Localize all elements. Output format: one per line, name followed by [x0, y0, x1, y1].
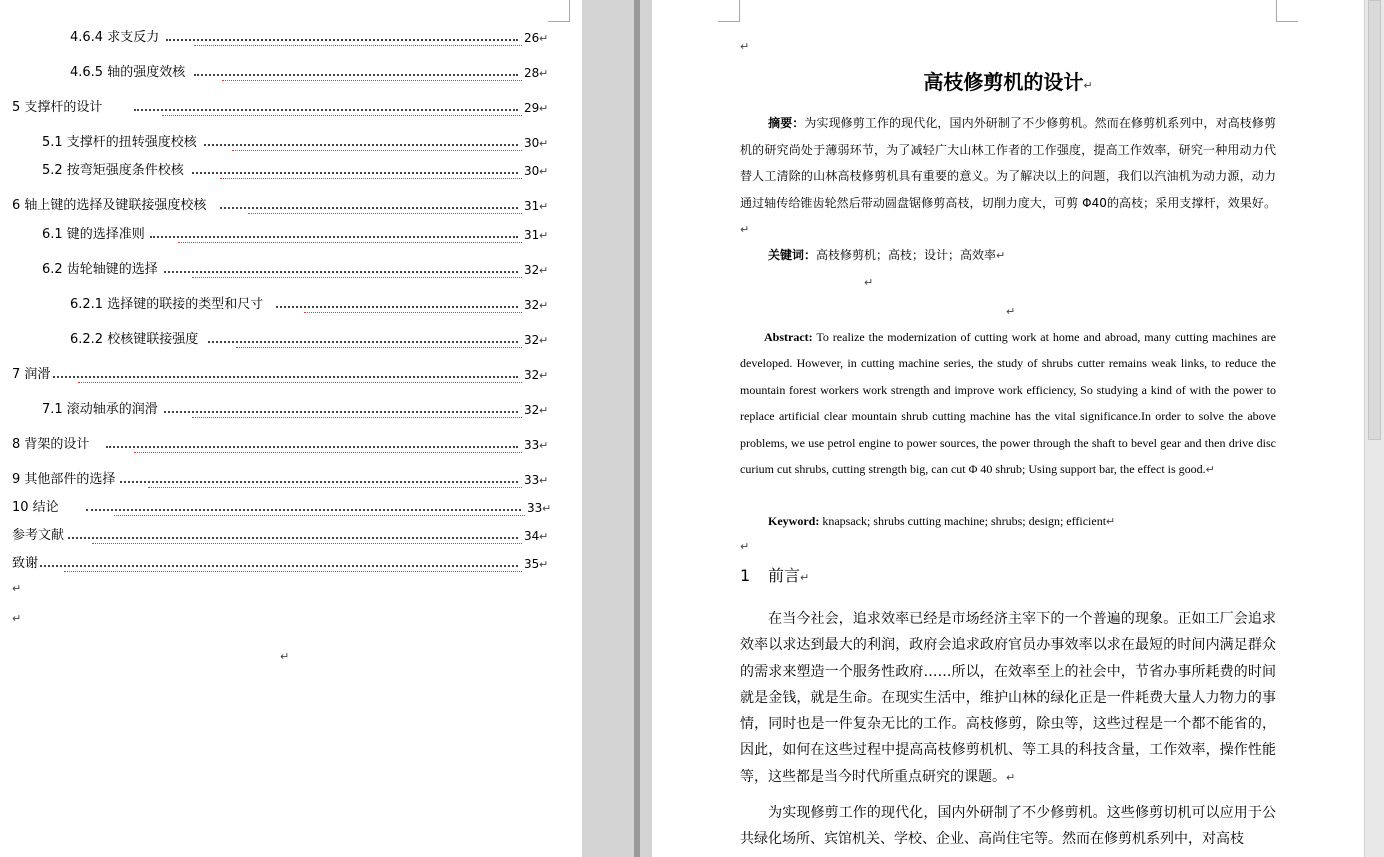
toc-entry[interactable] — [70, 330, 560, 350]
toc-leader-dots — [134, 109, 518, 111]
toc-entry-label: 8 背架的设计 — [12, 435, 91, 455]
page-corner-mark — [1276, 0, 1298, 22]
toc-page-number: 31 — [524, 228, 540, 242]
toc-page-number: 33 — [524, 438, 540, 452]
toc-entry-label: 7 润滑 — [12, 365, 52, 385]
toc-leader-dots — [204, 144, 518, 146]
abstract-cn-label: 摘要： — [768, 116, 805, 130]
keywords-cn[interactable]: 关键词：高枝修剪机；高枝；设计；高效率↵ — [768, 248, 1006, 262]
document-title[interactable]: 高枝修剪机的设计↵ — [923, 70, 1093, 94]
keywords-cn-text: 高枝修剪机；高枝；设计；高效率 — [816, 248, 997, 262]
toc-entry[interactable] — [12, 498, 560, 518]
section-title: 前言 — [768, 566, 801, 585]
toc-page-number: 35 — [524, 557, 540, 571]
toc-leader-dots — [36, 565, 518, 567]
paragraph-mark: ↵ — [12, 582, 22, 595]
paragraph-mark: ↵ — [539, 200, 549, 213]
toc-leader-dots — [220, 207, 518, 209]
toc-page-number: 32 — [524, 263, 540, 277]
toc-page-number: 34 — [524, 529, 540, 543]
toc-leader-dots — [276, 306, 518, 308]
toc-entry[interactable] — [42, 133, 560, 153]
toc-entry[interactable] — [70, 295, 560, 315]
page-corner-mark — [718, 0, 740, 22]
toc-entry[interactable] — [42, 225, 560, 245]
paragraph-mark: ↵ — [539, 264, 549, 277]
spellcheck-underline — [92, 541, 522, 544]
toc-page-number: 30 — [524, 136, 540, 150]
vertical-scrollbar[interactable] — [1364, 0, 1384, 857]
toc-entry-label: 6.1 键的选择准则 — [42, 225, 147, 245]
toc-leader-dots — [192, 172, 518, 174]
paragraph-mark: ↵ — [539, 369, 549, 382]
body-paragraph-text: 为实现修剪工作的现代化，国内外研制了不少修剪机。这些修剪切机可以应用于公共绿化场所、宾馆机关、学校、企业、高尚住宅等。然而在修剪机系列中，对高枝 — [740, 805, 1276, 848]
paragraph-mark: ↵ — [539, 558, 549, 571]
toc-leader-dots — [194, 74, 518, 76]
paragraph-mark: ↵ — [740, 540, 750, 553]
paragraph-mark: ↵ — [539, 474, 549, 487]
spellcheck-underline — [192, 275, 522, 278]
abstract-cn-text: 为实现修剪工作的现代化，国内外研制了不少修剪机。然而在修剪机系列中，对高枝修剪机的研究尚处于薄弱环节，为了减轻广大山林工作者的工作强度，提高工作效率，研究一种用动力代替人工清除的山林高枝修剪机具有重要的意义。为了解决以上的问题，我们以汽油机为动力源，动力通过轴传给锥齿轮然后带动圆盘锯修剪高枝，切削力度大，可剪 Φ40的高枝；采用支撑杆，效果好。 — [740, 116, 1276, 210]
toc-entry-label: 4.6.4 求支反力 — [70, 28, 161, 48]
toc-entry-label: 7.1 滚动轴承的润滑 — [42, 400, 160, 420]
toc-leader-dots — [86, 509, 521, 511]
paragraph-mark: ↵ — [539, 229, 549, 242]
toc-leader-dots — [208, 341, 518, 343]
spellcheck-underline — [114, 513, 525, 516]
spellcheck-underline — [248, 211, 522, 214]
body-paragraph[interactable]: 在当今社会，追求效率已经是市场经济主宰下的一个普遍的现象。正如工厂会追求效率以求达到最大的利润，政府会追求政府官员办事效率以求在最短的时间内满足群众的需求来塑造一个服务性政府……所以，在效率至上的社会中，节省办事所耗费的时间就是金钱，就是生命。在现实生活中，维护山林的绿化正是一件耗费大量人力物力的事情，同时也是一件复杂无比的工作。高枝修剪，除虫等，这些过程是一个都不能省的，因此，如何在这些过程中提高高枝修剪机机、等工具的科技含量，工作效率，操作性能等，这些都是当今时代所重点研究的课题。↵ — [740, 611, 1276, 785]
paragraph-mark: ↵ — [539, 299, 549, 312]
toc-page-number: 30 — [524, 164, 540, 178]
spellcheck-underline — [64, 569, 522, 572]
keywords-cn-label: 关键词： — [768, 248, 817, 262]
paragraph-mark: ↵ — [539, 32, 549, 45]
spellcheck-underline — [192, 415, 522, 418]
spellcheck-underline — [304, 310, 522, 313]
section-number: 1 — [740, 566, 751, 585]
toc-page-number: 33 — [527, 501, 543, 515]
toc-entry[interactable] — [12, 196, 560, 216]
toc-entry[interactable] — [12, 554, 560, 574]
toc-page-number: 26 — [524, 31, 540, 45]
toc-entry-label: 致谢 — [12, 554, 40, 574]
body-paragraph-text: 在当今社会，追求效率已经是市场经济主宰下的一个普遍的现象。正如工厂会追求效率以求达到最大的利润，政府会追求政府官员办事效率以求在最短的时间内满足群众的需求来塑造一个服务性政府……所以，在效率至上的社会中，节省办事所耗费的时间就是金钱，就是生命。在现实生活中，维护山林的绿化正是一件耗费大量人力物力的事情，同时也是一件复杂无比的工作。高枝修剪，除虫等，这些过程是一个都不能省的，因此，如何在这些过程中提高高枝修剪机机、等工具的科技含量，工作效率，操作性能等，这些都是当今时代所重点研究的课题。 — [740, 611, 1276, 785]
toc-page-number: 33 — [524, 473, 540, 487]
keywords-en[interactable]: Keyword: knapsack; shrubs cutting machine; shrubs; design; efficient↵ — [768, 514, 1116, 528]
paragraph-mark: ↵ — [542, 502, 552, 515]
body-paragraph[interactable] — [740, 800, 1276, 853]
spellcheck-underline — [148, 485, 522, 488]
page-corner-mark — [548, 0, 570, 22]
toc-page-number: 32 — [524, 298, 540, 312]
toc-entry-label: 5.2 按弯矩强度条件校核 — [42, 161, 186, 181]
spellcheck-underline — [232, 148, 522, 151]
toc-entry[interactable] — [70, 63, 560, 83]
paragraph-mark: ↵ — [539, 67, 549, 80]
spellcheck-underline — [220, 176, 522, 179]
toc-entry[interactable] — [12, 470, 560, 490]
paragraph-mark: ↵ — [539, 102, 549, 115]
toc-entry[interactable] — [42, 161, 560, 181]
paragraph-mark: ↵ — [12, 612, 22, 625]
toc-entry[interactable] — [12, 526, 560, 546]
abstract-en-label: Abstract: — [764, 330, 813, 344]
spellcheck-underline — [222, 78, 522, 81]
toc-entry[interactable] — [70, 28, 560, 48]
abstract-en[interactable]: Abstract: To realize the modernization of cutting work at home and abroad, many cutting machines are developed. However, in cutting machine series, the study of shrubs cutter remains weak links, to reduce the mountain forest workers work strength and improve work efficiency, So studying a kind of with the power to replace artificial clear mountain shrub cutting machine has the vital significance.In order to solve the above problems, we use petrol engine to power sources, the power through the shaft to bevel gear and then drive disc curium cut shrubs, cutting strength big, can cut Φ 40 shrub; Using support bar, the effect is good.↵ — [740, 330, 1276, 477]
toc-entry-label: 9 其他部件的选择 — [12, 470, 117, 490]
paragraph-mark: ↵ — [539, 530, 549, 543]
toc-entry-label: 6 轴上键的选择及键联接强度校核 — [12, 196, 208, 216]
toc-leader-dots — [64, 537, 518, 539]
toc-entry[interactable] — [42, 260, 560, 280]
toc-leader-dots — [50, 376, 518, 378]
section-heading[interactable]: 1 前言↵ — [740, 564, 809, 590]
page-left — [0, 0, 582, 857]
toc-leader-dots — [164, 411, 518, 413]
paragraph-mark: ↵ — [539, 404, 549, 417]
paragraph-mark: ↵ — [539, 137, 549, 150]
toc-page-number: 32 — [524, 368, 540, 382]
toc-entry-label: 6.2 齿轮轴键的选择 — [42, 260, 160, 280]
toc-entry[interactable] — [12, 365, 560, 385]
toc-entry-label: 10 结论 — [12, 498, 61, 518]
spellcheck-underline — [78, 380, 522, 383]
toc-entry-label: 参考文献 — [12, 526, 66, 546]
toc-entry-label: 6.2.2 校核键联接强度 — [70, 330, 200, 350]
page-gutter — [582, 0, 652, 857]
spellcheck-underline — [236, 345, 522, 348]
toc-leader-dots — [164, 271, 518, 273]
toc-entry[interactable] — [12, 98, 560, 118]
scrollbar-thumb[interactable] — [1368, 0, 1381, 440]
toc-page-number: 31 — [524, 199, 540, 213]
toc-leader-dots — [120, 481, 518, 483]
spellcheck-underline — [178, 240, 522, 243]
page-right — [652, 0, 1364, 857]
toc-page-number: 28 — [524, 66, 540, 80]
toc-leader-dots — [166, 39, 518, 41]
toc-page-number: 29 — [524, 101, 540, 115]
toc-entry[interactable] — [42, 400, 560, 420]
toc-entry-label: 6.2.1 选择键的联接的类型和尺寸 — [70, 295, 265, 315]
toc-leader-dots — [150, 236, 518, 238]
toc-entry[interactable] — [12, 435, 560, 455]
abstract-cn[interactable]: 摘要：为实现修剪工作的现代化，国内外研制了不少修剪机。然而在修剪机系列中，对高枝修剪机的研究尚处于薄弱环节，为了减轻广大山林工作者的工作强度，提高工作效率，研究一种用动力代替人工清除的山林高枝修剪机具有重要的意义。为了解决以上的问题，我们以汽油机为动力源，动力通过轴传给锥齿轮然后带动圆盘锯修剪高枝，切削力度大，可剪 Φ40的高枝；采用支撑杆，效果好。↵ — [740, 116, 1276, 236]
paragraph-mark: ↵ — [539, 165, 549, 178]
paragraph-mark: ↵ — [740, 40, 750, 53]
toc-page-number: 32 — [524, 333, 540, 347]
abstract-en-text: To realize the modernization of cutting work at home and abroad, many cutting machines are developed. However, in cutting machine series, the study of shrubs cutter remains weak links, to reduce the mountain forest workers work strength and improve work efficiency, So studying a kind of with the power to replace artificial clear mountain shrub cutting machine has the vital significance.In order to solve the above problems, we use petrol engine to power sources, the power through the shaft to bevel gear and then drive disc curium cut shrubs, cutting strength big, can cut Φ 40 shrub; Using support bar, the effect is good. — [740, 330, 1276, 477]
toc-leader-dots — [106, 446, 518, 448]
keywords-en-label: Keyword: — [768, 514, 820, 528]
paragraph-mark: ↵ — [539, 439, 549, 452]
keywords-en-text: knapsack; shrubs cutting machine; shrubs; design; efficient — [822, 514, 1107, 528]
spellcheck-underline — [134, 450, 522, 453]
paragraph-mark: ↵ — [280, 650, 290, 663]
spellcheck-underline — [194, 43, 522, 46]
toc-page-number: 32 — [524, 403, 540, 417]
toc-entry-label: 5 支撑杆的设计 — [12, 98, 104, 118]
paragraph-mark: ↵ — [864, 276, 874, 289]
paragraph-mark: ↵ — [1006, 305, 1016, 318]
toc-entry-label: 5.1 支撑杆的扭转强度校核 — [42, 133, 199, 153]
spellcheck-underline — [162, 113, 522, 116]
paragraph-mark: ↵ — [539, 334, 549, 347]
toc-entry-label: 4.6.5 轴的强度效核 — [70, 63, 187, 83]
